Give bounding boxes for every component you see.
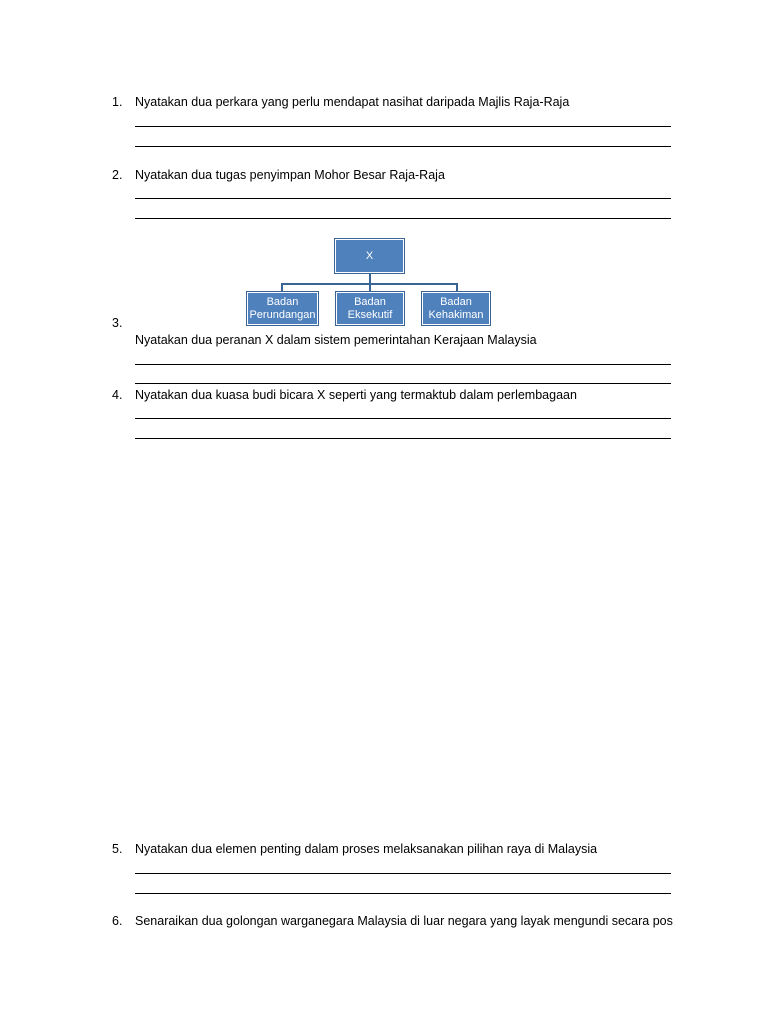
diagram-child-line2: Eksekutif: [347, 308, 393, 321]
question-number: 4.: [112, 388, 123, 402]
diagram-child-box-eksekutif: [335, 291, 405, 326]
question-number: 1.: [112, 95, 123, 109]
question-number: 6.: [112, 914, 123, 928]
answer-line[interactable]: [135, 873, 671, 874]
answer-line[interactable]: [135, 893, 671, 894]
answer-line[interactable]: [135, 218, 671, 219]
question-text: Nyatakan dua elemen penting dalam proses melaksanakan pilihan raya di Malaysia: [135, 842, 598, 856]
diagram-connector-right: [456, 283, 458, 291]
diagram-child-box-kehakiman: [421, 291, 491, 326]
diagram-child-box-perundangan: [246, 291, 319, 326]
question-text: Senaraikan dua golongan warganegara Malaysia di luar negara yang layak mengundi secara pos: [135, 914, 673, 928]
question-text: Nyatakan dua perkara yang perlu mendapat nasihat daripada Majlis Raja-Raja: [135, 95, 570, 109]
answer-line[interactable]: [135, 146, 671, 147]
question-text: Nyatakan dua kuasa budi bicara X seperti yang termaktub dalam perlembagaan: [135, 388, 577, 402]
question-number: 2.: [112, 168, 123, 182]
answer-line[interactable]: [135, 438, 671, 439]
diagram-child-line1: Badan: [354, 295, 386, 308]
question-text: Nyatakan dua tugas penyimpan Mohor Besar Raja-Raja: [135, 168, 445, 182]
diagram-child-line2: Perundangan: [249, 308, 316, 321]
question-number: 3.: [112, 316, 123, 330]
answer-line[interactable]: [135, 198, 671, 199]
answer-line[interactable]: [135, 126, 671, 127]
answer-line[interactable]: [135, 418, 671, 419]
diagram-top-label: X: [365, 249, 374, 262]
government-branches-diagram: [246, 238, 496, 328]
diagram-child-line1: Badan: [266, 295, 299, 308]
diagram-child-line2: Kehakiman: [428, 308, 484, 321]
answer-line[interactable]: [135, 383, 671, 384]
answer-line[interactable]: [135, 364, 671, 365]
diagram-connector-middle: [369, 283, 371, 291]
diagram-child-line1: Badan: [440, 295, 472, 308]
diagram-top-box: [334, 238, 405, 274]
question-text: Nyatakan dua peranan X dalam sistem pemerintahan Kerajaan Malaysia: [135, 333, 537, 347]
question-number: 5.: [112, 842, 123, 856]
diagram-connector-left: [281, 283, 283, 291]
